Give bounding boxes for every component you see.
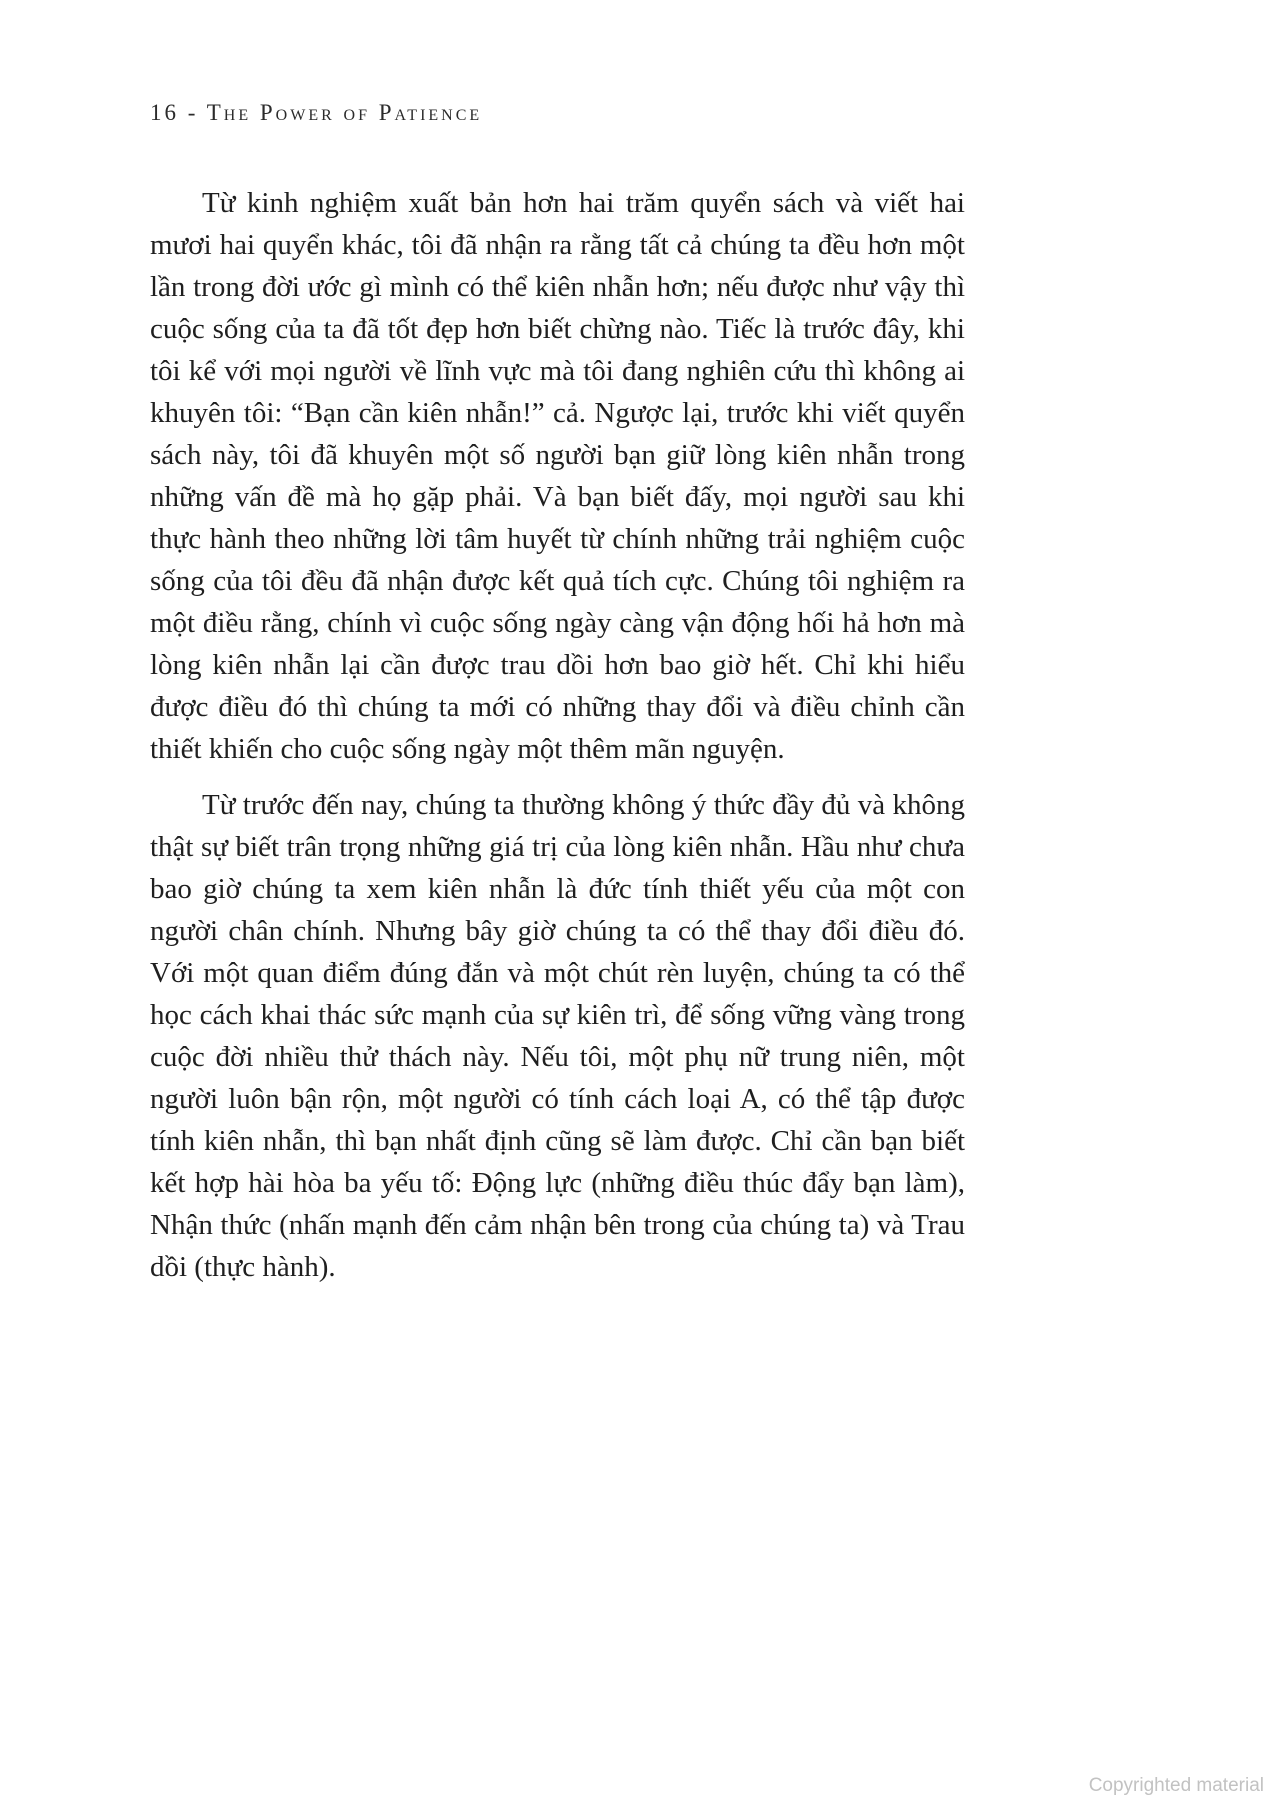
paragraph-1: Từ kinh nghiệm xuất bản hơn hai trăm quyển sách và viết hai mươi hai quyển khác, tôi đã nhận ra rằng tất cả chúng ta đều hơn một lần trong đời ước gì mình có thể kiên nhẫn hơn; nếu được như vậy thì cuộc sống của ta đã tốt đẹp hơn biết chừng nào. Tiếc là trước đây, khi tôi kể với mọi người về lĩnh vực mà tôi đang nghiên cứu thì không ai khuyên tôi: “Bạn cần kiên nhẫn!” cả. Ngược lại, trước khi viết quyển sách này, tôi đã khuyên một số người bạn giữ lòng kiên nhẫn trong những vấn đề mà họ gặp phải. Và bạn biết đấy, mọi người sau khi thực hành theo những lời tâm huyết từ chính những trải nghiệm cuộc sống của tôi đều đã nhận được kết quả tích cực. Chúng tôi nghiệm ra một điều rằng, chính vì cuộc sống ngày càng vận động hối hả hơn mà lòng kiên nhẫn lại cần được trau dồi hơn bao giờ hết. Chỉ khi hiểu được điều đó thì chúng ta mới có những thay đổi và điều chỉnh cần thiết khiến cho cuộc sống ngày một thêm mãn nguyện.	[150, 187, 965, 765]
body-text	[150, 182, 965, 1288]
copyright-watermark: Copyrighted material	[1088, 1775, 1264, 1796]
paragraph-2: Từ trước đến nay, chúng ta thường không ý thức đầy đủ và không thật sự biết trân trọng những giá trị của lòng kiên nhẫn. Hầu như chưa bao giờ chúng ta xem kiên nhẫn là đức tính thiết yếu của một con người chân chính. Nhưng bây giờ chúng ta có thể thay đổi điều đó. Với một quan điểm đúng đắn và một chút rèn luyện, chúng ta có thể học cách khai thác sức mạnh của sự kiên trì, để sống vững vàng trong cuộc đời nhiều thử thách này. Nếu tôi, một phụ nữ trung niên, một người luôn bận rộn, một người có tính cách loại A, có thể tập được tính kiên nhẫn, thì bạn nhất định cũng sẽ làm được. Chỉ cần bạn biết kết hợp hài hòa ba yếu tố: Động lực (những điều thúc đẩy bạn làm), Nhận thức (nhấn mạnh đến cảm nhận bên trong của chúng ta) và Trau dồi (thực hành).	[150, 789, 965, 1283]
running-header: 16 - The Power of Patience	[150, 100, 483, 125]
